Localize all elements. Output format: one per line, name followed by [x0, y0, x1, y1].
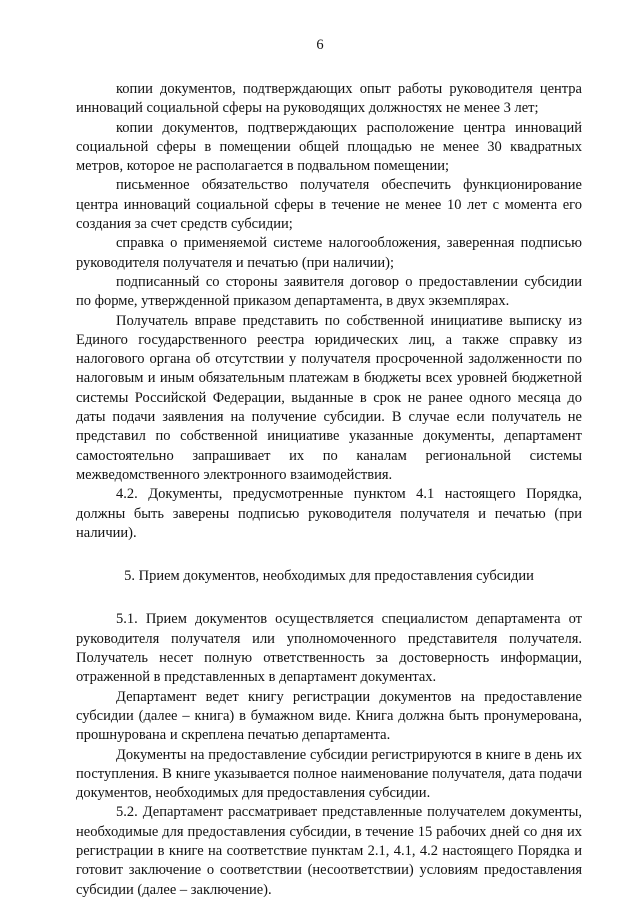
- section-heading: 5. Прием документов, необходимых для предоставления субсидии: [124, 568, 534, 585]
- paragraph: 5.2. Департамент рассматривает представленные получателем документы, необходимые для предоставления субсидии, в течение 15 рабочих дней со дня их регистрации в книге на соответствие пунктам 2.1, 4.1, 4.2 настоящего Порядка и готовит заключение о соответствии (несоответствии) условиям предоставления субсидии (далее – заключение).: [76, 804, 582, 898]
- paragraph: Документы на предоставление субсидии регистрируются в книге в день их поступления. В книге указывается полное наименование получателя, дата подачи документов, необходимых для предоставления субсидии.: [76, 746, 582, 802]
- document-body: [76, 80, 582, 900]
- paragraph: подписанный со стороны заявителя договор о предоставлении субсидии по форме, утвержденной приказом департамента, в двух экземплярах.: [76, 273, 582, 310]
- paragraph: справка о применяемой системе налогообложения, заверенная подписью руководителя получателя и печатью (при наличии);: [76, 235, 582, 271]
- paragraph: 5.1. Прием документов осуществляется специалистом департамента от руководителя получателя или уполномоченного представителя получателя. Получатель несет полную ответственность за достоверность информации, отраженной в представленных в департамент документах.: [76, 611, 582, 686]
- paragraph: копии документов, подтверждающих опыт работы руководителя центра инноваций социальной сферы на руководящих должностях не менее 3 лет;: [76, 81, 582, 117]
- page-number: 6: [316, 37, 324, 53]
- paragraph: Получатель вправе представить по собственной инициативе выписку из Единого государственного реестра юридических лиц, а также справку из налогового органа об отсутствии у получателя просроченной задолженности по налоговым и иным обязательным платежам в бюджеты всех уровней бюджетной системы Российской Федерации, выданные в срок не ранее одного месяца до даты подачи заявления на получение субсидии. В случае если получатель не представил по собственной инициативе указанные документы, департамент самостоятельно запрашивает их по каналам региональной системы межведомственного электронного взаимодействия.: [76, 312, 582, 483]
- paragraph: копии документов, подтверждающих расположение центра инноваций социальной сферы в помещении общей площадью не менее 30 квадратных метров, которое не располагается в подвальном помещении;: [76, 119, 582, 175]
- paragraph: 4.2. Документы, предусмотренные пунктом 4.1 настоящего Порядка, должны быть заверены подписью руководителя получателя и печатью (при наличии).: [76, 486, 582, 541]
- paragraph: Департамент ведет книгу регистрации документов на предоставление субсидии (далее – книга) в бумажном виде. Книга должна быть пронумерована, прошнурована и скреплена печатью департамента.: [76, 688, 582, 744]
- paragraph: письменное обязательство получателя обеспечить функционирование центра инноваций социальной сферы в течение не менее 10 лет с момента его создания за счет средств субсидии;: [76, 177, 582, 233]
